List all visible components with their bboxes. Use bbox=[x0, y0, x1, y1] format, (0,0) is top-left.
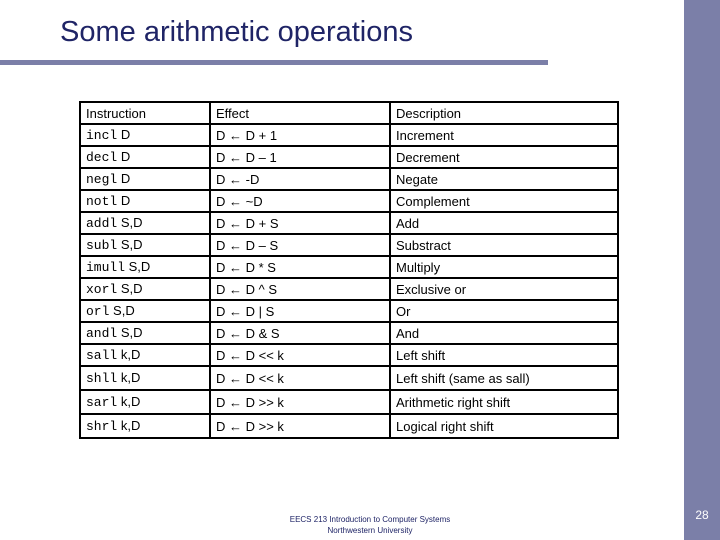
instruction-cell bbox=[80, 278, 210, 300]
description-cell: Logical right shift bbox=[390, 414, 618, 438]
effect-cell: D ← -D bbox=[210, 168, 390, 190]
description-cell: And bbox=[390, 322, 618, 344]
instruction-cell bbox=[80, 300, 210, 322]
table-row bbox=[80, 256, 618, 278]
opcode: sarl bbox=[86, 395, 118, 410]
header-instruction: Instruction bbox=[80, 102, 210, 124]
operands: S,D bbox=[113, 303, 135, 318]
table-row bbox=[80, 322, 618, 344]
instruction-cell bbox=[80, 256, 210, 278]
opcode: incl bbox=[86, 128, 118, 143]
operations-table bbox=[79, 101, 619, 439]
description-cell: Multiply bbox=[390, 256, 618, 278]
table-row bbox=[80, 344, 618, 366]
instruction-cell bbox=[80, 212, 210, 234]
opcode: negl bbox=[86, 172, 118, 187]
description-cell: Arithmetic right shift bbox=[390, 390, 618, 414]
operands: k,D bbox=[120, 394, 141, 409]
opcode: shll bbox=[86, 371, 118, 386]
description-cell: Complement bbox=[390, 190, 618, 212]
header-effect: Effect bbox=[210, 102, 390, 124]
header-description: Description bbox=[390, 102, 618, 124]
right-accent-bar bbox=[684, 0, 720, 540]
opcode: orl bbox=[86, 304, 110, 319]
instruction-cell bbox=[80, 234, 210, 256]
description-cell: Or bbox=[390, 300, 618, 322]
description-cell: Decrement bbox=[390, 146, 618, 168]
table-row bbox=[80, 168, 618, 190]
effect-cell: D ← ~D bbox=[210, 190, 390, 212]
description-cell: Increment bbox=[390, 124, 618, 146]
instruction-cell bbox=[80, 190, 210, 212]
description-cell: Exclusive or bbox=[390, 278, 618, 300]
table-row bbox=[80, 124, 618, 146]
effect-cell: D ← D << k bbox=[210, 344, 390, 366]
opcode: addl bbox=[86, 216, 118, 231]
effect-cell: D ← D ^ S bbox=[210, 278, 390, 300]
footer-university: Northwestern University bbox=[327, 526, 413, 535]
instruction-cell bbox=[80, 344, 210, 366]
page-number: 28 bbox=[695, 508, 709, 522]
effect-cell: D ← D – 1 bbox=[210, 146, 390, 168]
operands: D bbox=[120, 149, 131, 164]
effect-cell: D ← D >> k bbox=[210, 414, 390, 438]
effect-cell: D ← D + S bbox=[210, 212, 390, 234]
operands: S,D bbox=[120, 237, 143, 252]
operands: S,D bbox=[120, 281, 143, 296]
effect-cell: D ← D & S bbox=[210, 322, 390, 344]
operands: S,D bbox=[120, 325, 143, 340]
opcode: subl bbox=[86, 238, 118, 253]
slide-footer bbox=[260, 514, 480, 536]
table-row bbox=[80, 190, 618, 212]
table-header-row bbox=[80, 102, 618, 124]
table-row bbox=[80, 390, 618, 414]
title-underline bbox=[0, 60, 548, 65]
operands: D bbox=[120, 193, 131, 208]
description-cell: Left shift (same as sall) bbox=[390, 366, 618, 390]
operands: k,D bbox=[120, 370, 141, 385]
description-cell: Left shift bbox=[390, 344, 618, 366]
effect-cell: D ← D – S bbox=[210, 234, 390, 256]
table-row bbox=[80, 300, 618, 322]
operands: D bbox=[120, 171, 131, 186]
instruction-cell bbox=[80, 414, 210, 438]
operands: k,D bbox=[120, 418, 141, 433]
operands: D bbox=[120, 127, 131, 142]
operands: k,D bbox=[120, 347, 141, 362]
instruction-cell bbox=[80, 146, 210, 168]
opcode: xorl bbox=[86, 282, 118, 297]
effect-cell: D ← D >> k bbox=[210, 390, 390, 414]
opcode: imull bbox=[86, 260, 126, 275]
opcode: sall bbox=[86, 348, 118, 363]
opcode: decl bbox=[86, 150, 118, 165]
opcode: andl bbox=[86, 326, 118, 341]
description-cell: Negate bbox=[390, 168, 618, 190]
instruction-cell bbox=[80, 168, 210, 190]
description-cell: Add bbox=[390, 212, 618, 234]
footer-course: EECS 213 Introduction to Computer Systems bbox=[289, 515, 451, 524]
opcode: shrl bbox=[86, 419, 118, 434]
instruction-cell bbox=[80, 124, 210, 146]
effect-cell: D ← D << k bbox=[210, 366, 390, 390]
table-row bbox=[80, 234, 618, 256]
operands: S,D bbox=[120, 215, 143, 230]
effect-cell: D ← D + 1 bbox=[210, 124, 390, 146]
table-row bbox=[80, 414, 618, 438]
instruction-cell bbox=[80, 322, 210, 344]
table-row bbox=[80, 146, 618, 168]
effect-cell: D ← D * S bbox=[210, 256, 390, 278]
table-row bbox=[80, 278, 618, 300]
operands: S,D bbox=[128, 259, 151, 274]
description-cell: Substract bbox=[390, 234, 618, 256]
table-row bbox=[80, 212, 618, 234]
opcode: notl bbox=[86, 194, 118, 209]
table-row bbox=[80, 366, 618, 390]
instruction-cell bbox=[80, 366, 210, 390]
effect-cell: D ← D | S bbox=[210, 300, 390, 322]
instruction-cell bbox=[80, 390, 210, 414]
slide-title: Some arithmetic operations bbox=[60, 16, 413, 48]
